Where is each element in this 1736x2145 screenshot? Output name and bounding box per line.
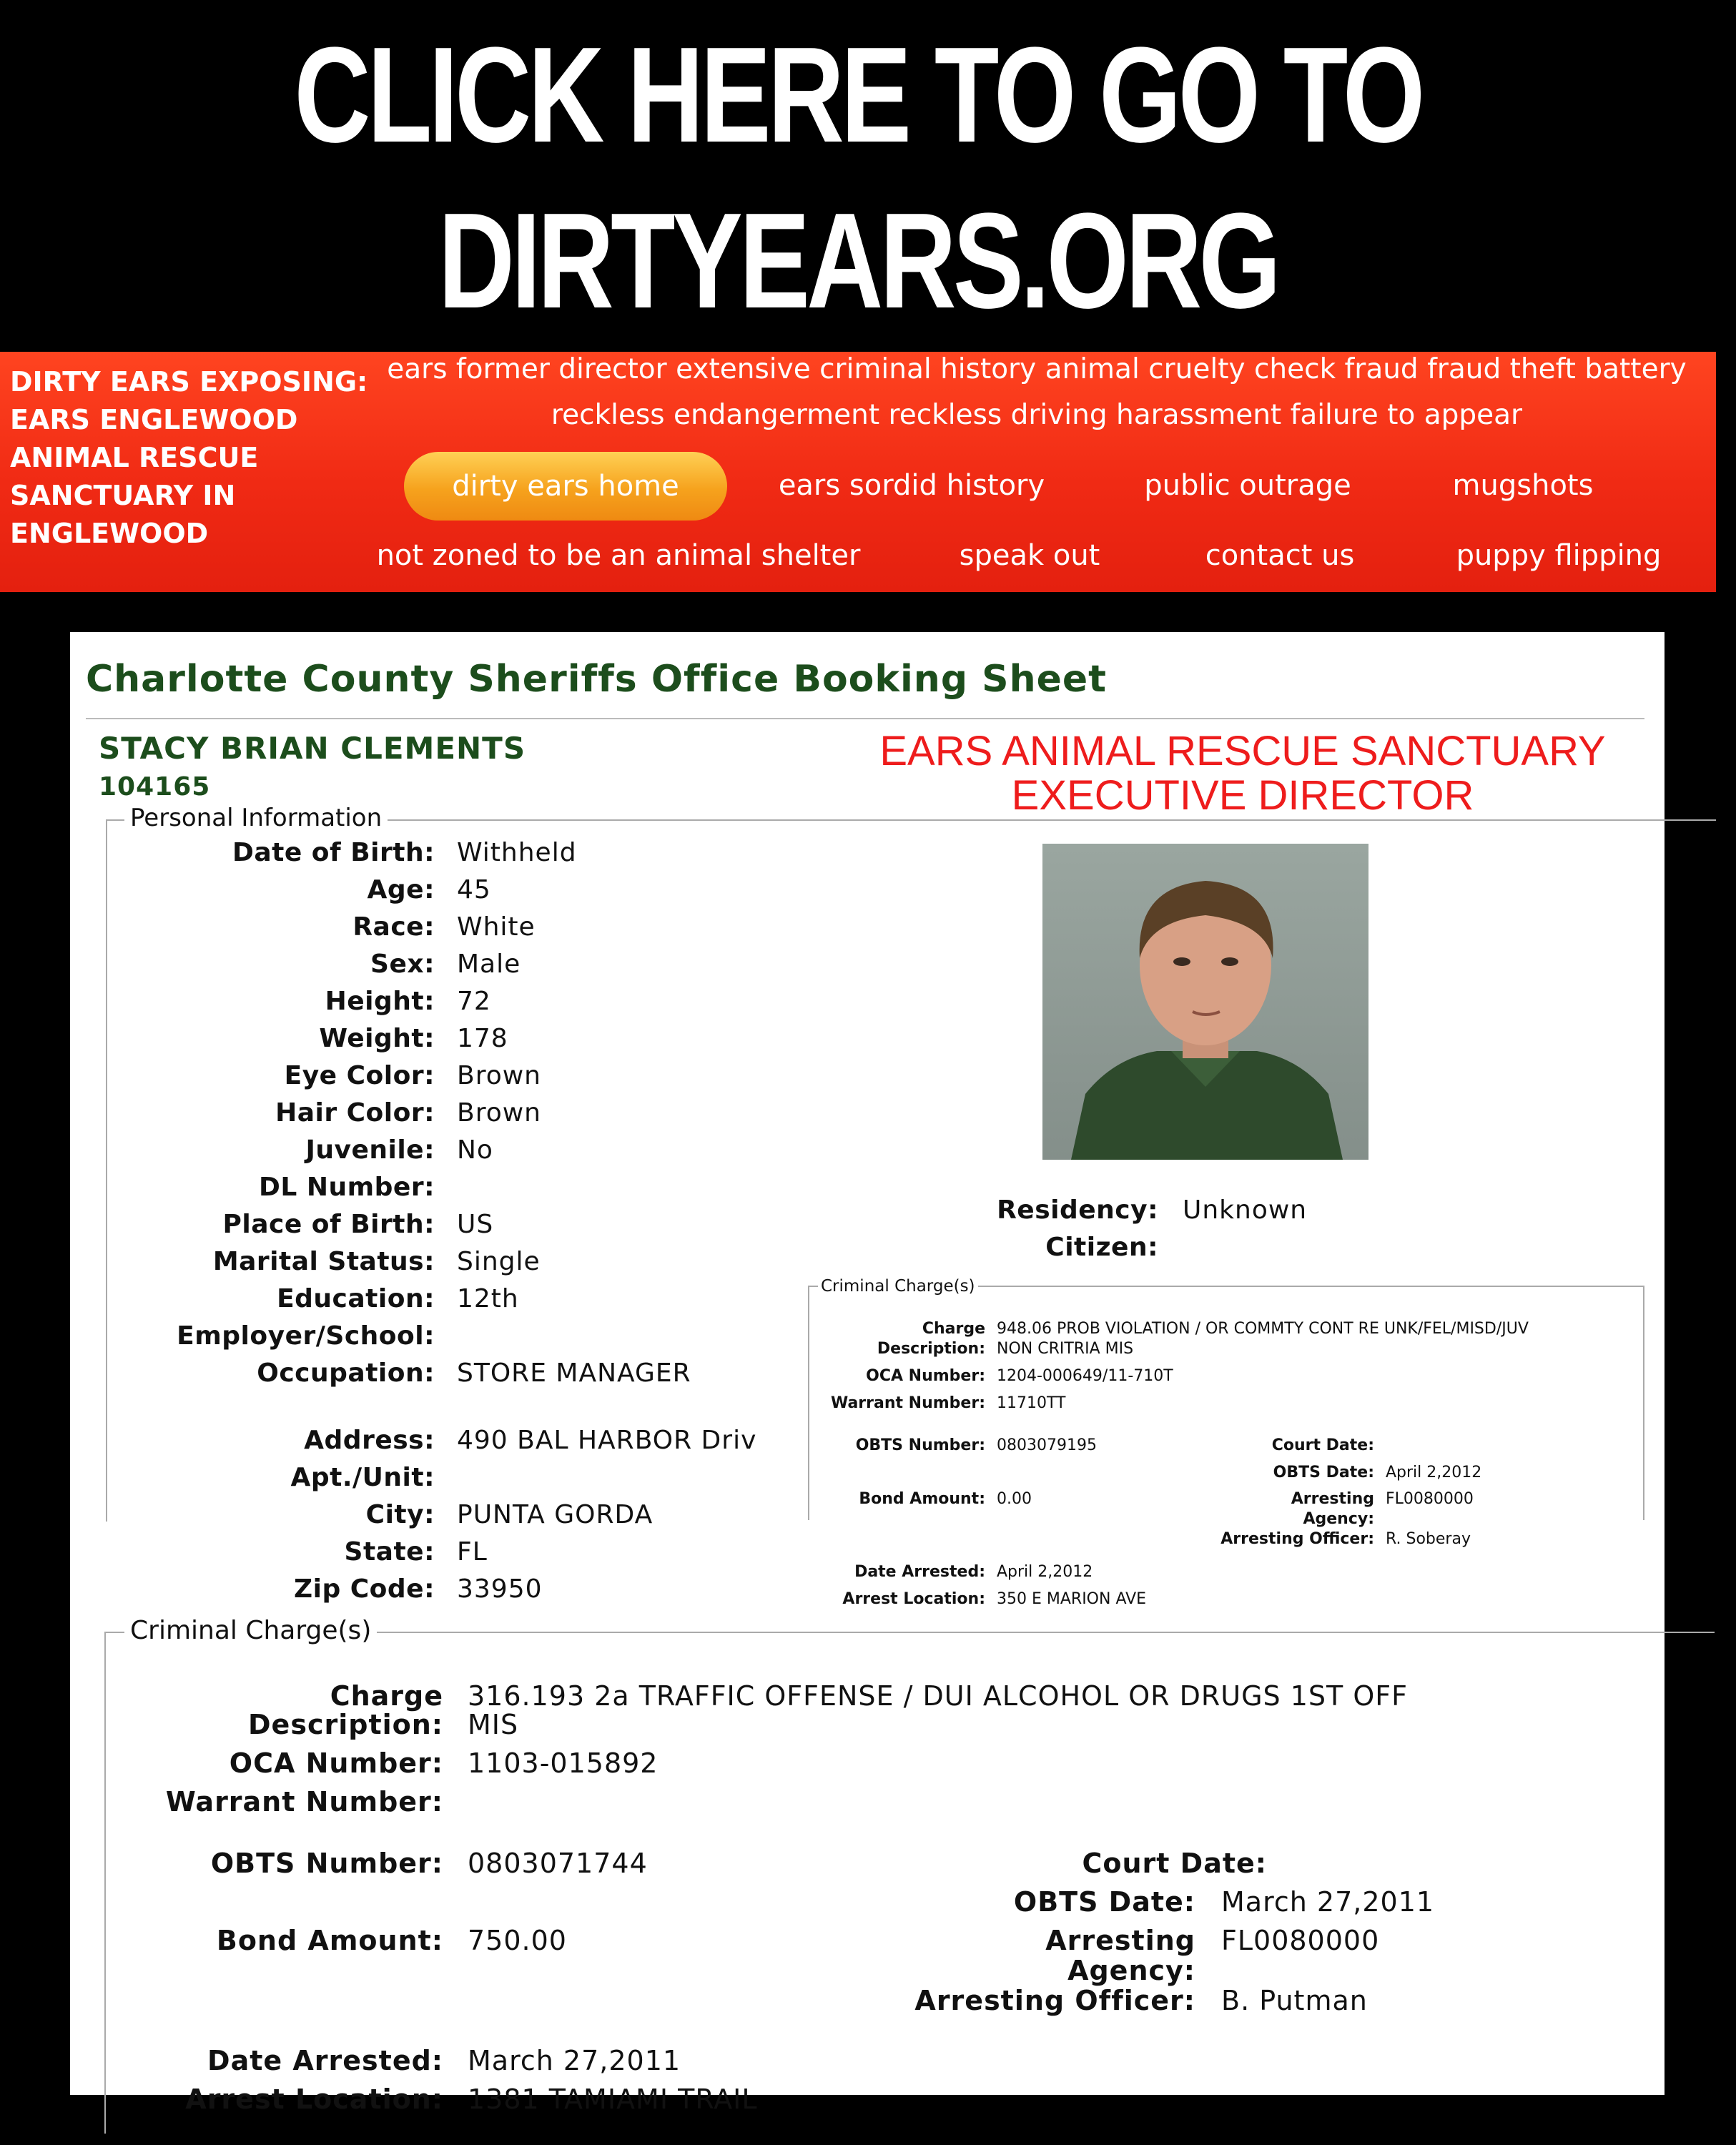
tagline-line-2: reckless endangerment reckless driving harassment failure to appear: [551, 399, 1523, 431]
obts-date-label: OBTS Date:: [1273, 1464, 1374, 1481]
date-arrested-label: Date Arrested:: [207, 2045, 443, 2076]
date-arrested-label: Date Arrested:: [854, 1563, 985, 1581]
field-value: Brown: [457, 1061, 541, 1090]
field-value: 490 BAL HARBOR Driv: [457, 1426, 757, 1455]
description-value: MIS: [468, 1709, 519, 1740]
bond-amount-value: 750.00: [468, 1925, 567, 1956]
field-value: 178: [457, 1024, 508, 1053]
nav-puppy-flipping[interactable]: puppy flipping: [1456, 539, 1662, 572]
field-label: Eye Color:: [284, 1061, 435, 1090]
field-label: Weight:: [319, 1024, 435, 1053]
arresting-agency-label: Arresting: [1291, 1490, 1374, 1508]
field-label: Date of Birth:: [232, 838, 435, 867]
arresting-officer-value: R. Soberay: [1386, 1530, 1471, 1548]
arresting-agency-label: Agency:: [1303, 1510, 1374, 1528]
top-banner-link[interactable]: [0, 0, 1716, 352]
site-brand: [10, 363, 368, 553]
field-label: Education:: [277, 1284, 435, 1313]
field-label: Height:: [325, 987, 435, 1016]
nav-mugshots[interactable]: mugshots: [1452, 469, 1594, 502]
field-value: PUNTA GORDA: [457, 1500, 654, 1529]
field-label: Sex:: [370, 950, 435, 979]
criminal-charge-legend-2: Criminal Charge(s): [124, 1616, 377, 1645]
field-label: Age:: [367, 875, 435, 904]
title-divider: [86, 718, 1644, 719]
charge-value: 316.193 2a TRAFFIC OFFENSE / DUI ALCOHOL OR DRUGS 1ST OFF: [468, 1680, 1408, 1712]
tagline-line-1: ears former director extensive criminal history animal cruelty check fraud fraud theft battery: [387, 353, 1687, 385]
arresting-officer-label: Arresting Officer:: [1220, 1530, 1374, 1548]
warrant-number-value: 11710TT: [997, 1394, 1066, 1412]
citizen-label: Citizen:: [1045, 1233, 1158, 1262]
field-value: 45: [457, 875, 491, 904]
court-date-label: Court Date:: [1271, 1436, 1374, 1454]
field-value: Male: [457, 950, 521, 979]
arrest-location-label: Arrest Location:: [185, 2084, 443, 2115]
residency-label: Residency:: [997, 1195, 1158, 1225]
personal-information-legend: Personal Information: [124, 804, 388, 832]
field-value: FL: [457, 1537, 488, 1567]
field-value: No: [457, 1135, 493, 1165]
nav-not-zoned[interactable]: not zoned to be an animal shelter: [376, 539, 861, 572]
field-label: Hair Color:: [275, 1098, 435, 1128]
obts-number-value: 0803071744: [468, 1848, 648, 1879]
bond-amount-label: Bond Amount:: [216, 1925, 443, 1956]
obts-number-label: OBTS Number:: [210, 1848, 443, 1879]
obts-date-label: OBTS Date:: [1013, 1886, 1195, 1918]
field-label: State:: [344, 1537, 435, 1567]
nav-contact-us[interactable]: contact us: [1205, 539, 1355, 572]
field-value: 72: [457, 987, 491, 1016]
field-value: US: [457, 1210, 494, 1239]
date-arrested-value: April 2,2012: [997, 1563, 1093, 1581]
address-fields: [70, 1426, 792, 1626]
inmate-name: STACY BRIAN CLEMENTS: [99, 731, 526, 766]
charge-label: Charge: [330, 1680, 443, 1712]
oca-number-label: OCA Number:: [229, 1747, 443, 1779]
bond-amount-value: 0.00: [997, 1490, 1032, 1508]
brand-line: ANIMAL RESCUE: [10, 442, 259, 473]
field-label: Race:: [352, 912, 435, 942]
charge-label: Charge: [922, 1320, 985, 1338]
description-label: Description:: [877, 1340, 985, 1358]
nav-dirty-ears-home[interactable]: dirty ears home: [404, 452, 727, 521]
warrant-number-label: Warrant Number:: [830, 1394, 985, 1412]
arrest-location-value: 1381 TAMIAMI TRAIL: [468, 2084, 758, 2115]
arresting-agency-label: Agency:: [1067, 1955, 1195, 1986]
nav-public-outrage[interactable]: public outrage: [1144, 469, 1351, 502]
court-date-label: Court Date:: [1082, 1848, 1267, 1879]
arresting-officer-label: Arresting Officer:: [914, 1985, 1195, 2016]
field-value: STORE MANAGER: [457, 1358, 691, 1388]
field-label: Juvenile:: [305, 1135, 435, 1165]
field-label: Occupation:: [257, 1358, 435, 1388]
nav-ears-sordid-history[interactable]: ears sordid history: [778, 469, 1045, 502]
sheet-title: Charlotte County Sheriffs Office Booking Sheet: [86, 658, 1108, 701]
oca-number-value: 1103-015892: [468, 1747, 659, 1779]
arresting-agency-value: FL0080000: [1386, 1490, 1474, 1508]
criminal-charge-legend-1: Criminal Charge(s): [818, 1277, 978, 1296]
mugshot-photo: [1042, 844, 1368, 1160]
oca-number-label: OCA Number:: [866, 1367, 985, 1385]
overlay-caption-line: EXECUTIVE DIRECTOR: [1011, 772, 1474, 819]
arresting-officer-value: B. Putman: [1221, 1985, 1368, 2016]
obts-date-value: April 2,2012: [1386, 1464, 1482, 1481]
arrest-location-value: 350 E MARION AVE: [997, 1590, 1147, 1608]
booking-number: 104165: [99, 772, 211, 802]
arrest-location-label: Arrest Location:: [842, 1590, 985, 1608]
warrant-number-label: Warrant Number:: [165, 1786, 443, 1818]
arresting-agency-value: FL0080000: [1221, 1925, 1380, 1956]
field-label: Marital Status:: [212, 1247, 435, 1276]
overlay-caption: [749, 729, 1736, 818]
field-label: Apt./Unit:: [290, 1463, 435, 1492]
field-label: Address:: [304, 1426, 435, 1455]
obts-number-label: OBTS Number:: [855, 1436, 985, 1454]
oca-number-value: 1204-000649/11-710T: [997, 1367, 1173, 1385]
banner-line-2[interactable]: DIRTYEARS.ORG: [438, 185, 1278, 337]
arresting-agency-label: Arresting: [1045, 1925, 1195, 1956]
field-label: Employer/School:: [177, 1321, 435, 1351]
field-value: Brown: [457, 1098, 541, 1128]
obts-number-value: 0803079195: [997, 1436, 1097, 1454]
charge-value: 948.06 PROB VIOLATION / OR COMMTY CONT RE UNK/FEL/MISD/JUV: [997, 1320, 1529, 1338]
booking-sheet: [70, 632, 1665, 2115]
banner-line-1[interactable]: CLICK HERE TO GO TO: [294, 19, 1422, 171]
field-value: 33950: [457, 1574, 543, 1604]
field-value: White: [457, 912, 536, 942]
date-arrested-value: March 27,2011: [468, 2045, 681, 2076]
brand-line: EARS ENGLEWOOD: [10, 404, 298, 435]
field-value: 12th: [457, 1284, 519, 1313]
bond-amount-label: Bond Amount:: [859, 1490, 985, 1508]
brand-line: SANCTUARY IN: [10, 480, 236, 511]
field-label: DL Number:: [259, 1173, 435, 1202]
field-value: Single: [457, 1247, 541, 1276]
field-label: City:: [365, 1500, 435, 1529]
brand-line: DIRTY EARS EXPOSING:: [10, 366, 368, 398]
description-value: NON CRITRIA MIS: [997, 1340, 1134, 1358]
brand-line: ENGLEWOOD: [10, 518, 209, 549]
description-label: Description:: [248, 1709, 443, 1740]
nav-speak-out[interactable]: speak out: [959, 539, 1100, 572]
mugshot-image: [1042, 844, 1368, 1160]
field-value: Withheld: [457, 838, 577, 867]
obts-date-value: March 27,2011: [1221, 1886, 1435, 1918]
field-label: Zip Code:: [294, 1574, 435, 1604]
residency-value: Unknown: [1183, 1195, 1308, 1225]
overlay-caption-line: EARS ANIMAL RESCUE SANCTUARY: [879, 728, 1606, 774]
field-label: Place of Birth:: [222, 1210, 435, 1239]
